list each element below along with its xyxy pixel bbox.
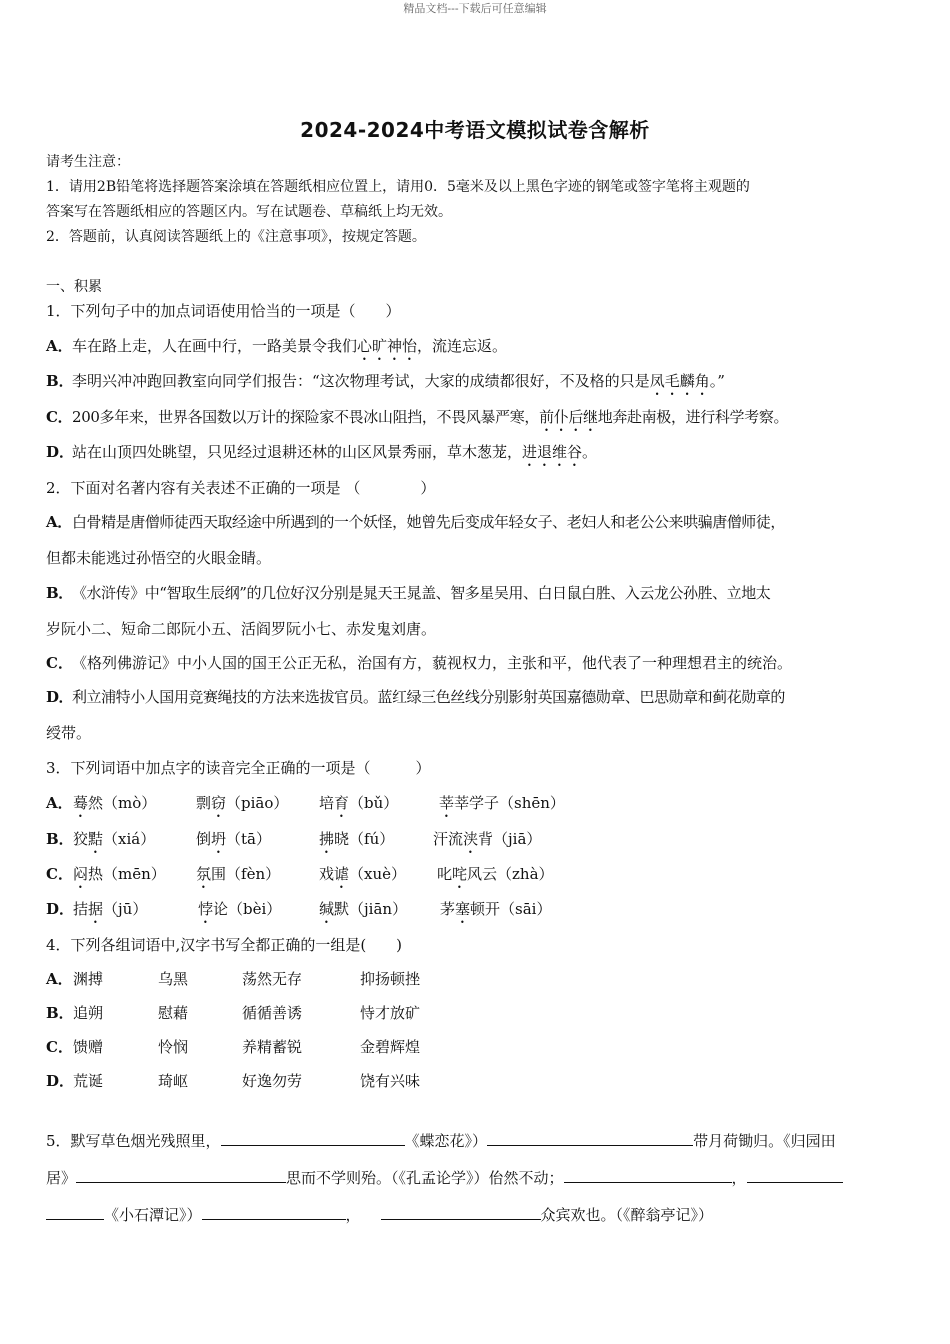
q3-b-item2 (196, 828, 271, 857)
q4-word: 饶有兴味 (360, 1072, 421, 1090)
q3-d-item1 (73, 898, 147, 927)
option-text: 《水浒传》中“智取生辰纲”的几位好汉分别是晁天王晁盖、智多星吴用、白日鼠白胜、入云龙公孙胜、立地太 (72, 584, 771, 602)
dotted-char: 缄 (319, 900, 335, 918)
option-label: D． (46, 1072, 75, 1090)
q3-row-d-label (46, 898, 74, 919)
item-text: 默（jiān） (334, 900, 408, 918)
item-text: 狡 (73, 830, 89, 848)
q4-stem: 4．下列各组词语中,汉字书写全都正确的一组是( ) (46, 936, 403, 954)
page-watermark: 精品文档---下载后可任意编辑 (403, 2, 547, 15)
option-label: C． (46, 865, 73, 883)
option-text: 。 (582, 443, 598, 461)
q5-text: 众宾欢也。（《醉翁亭记》） (540, 1206, 714, 1224)
option-label: D． (46, 900, 75, 918)
option-label: B． (46, 1004, 74, 1022)
q3-c-item2 (196, 863, 280, 892)
q5-line2 (46, 1166, 843, 1188)
q2-option-b-cont: 岁阮小二、短命二郎阮小五、活阎罗阮小七、赤发鬼刘唐。 (46, 620, 437, 638)
q1-option-b (46, 370, 725, 399)
dotted-term: 凤毛麟角 (649, 372, 710, 390)
q2-option-c (46, 652, 792, 673)
answer-blank[interactable] (564, 1166, 732, 1183)
option-label: C． (46, 654, 73, 672)
q5-text: 5．默写草色烟光残照里， (46, 1132, 221, 1150)
dotted-char: 塞 (455, 900, 471, 918)
q4-word: 渊搏 (73, 970, 104, 988)
q4-word: 琦岖 (158, 1072, 189, 1090)
option-text: 车在路上走，人在画中行，一路美景令我们 (72, 337, 358, 355)
q2-option-a-cont: 但都未能逃过孙悟空的火眼金睛。 (46, 549, 272, 567)
q5-text: 《小石潭记》） (104, 1206, 202, 1224)
option-label: A． (46, 337, 73, 355)
q3-row-b-label (46, 828, 74, 849)
dotted-char: 氛 (196, 865, 212, 883)
dotted-term: 心旷神怡 (357, 337, 418, 355)
notice-heading: 请考生注意： (46, 154, 130, 170)
answer-blank[interactable] (487, 1129, 693, 1146)
item-text: 叱 (437, 865, 453, 883)
q2-stem: 2．下面对名著内容有关表述不正确的一项是 （ ） (46, 479, 436, 497)
q3-c-item4 (437, 863, 554, 892)
q3-a-item3 (319, 792, 398, 821)
q3-b-item1 (73, 828, 155, 857)
q4-word: 乌黑 (158, 970, 189, 988)
dotted-char: 窃 (211, 794, 227, 812)
item-text: 拮 (73, 900, 89, 918)
notice-line1: 1．请用2B铅笔将选择题答案涂填在答题纸相应位置上，请用0．5毫米及以上黑色字迹的钢笔或签字笔将主观题的 (46, 179, 750, 195)
item-text: 倒 (196, 830, 212, 848)
dotted-char: 莘 (439, 794, 455, 812)
q4-word: 恃才放矿 (360, 1004, 421, 1022)
q3-c-item3 (319, 863, 406, 892)
q5-text: 居》 (46, 1169, 77, 1187)
q3-d-item4 (440, 898, 551, 927)
q4-row-a (46, 968, 73, 989)
q3-a-item4 (439, 792, 565, 821)
option-label: C． (46, 1038, 73, 1056)
q4-word: 馈赠 (73, 1038, 104, 1056)
q3-c-item1 (73, 863, 166, 892)
q5-text: ， (731, 1169, 747, 1187)
item-text: （xiá） (103, 830, 156, 848)
q5-line3 (46, 1203, 713, 1225)
q1-option-d (46, 441, 597, 470)
item-text: 莘学子（shēn） (454, 794, 565, 812)
option-label: D． (46, 688, 74, 706)
q3-b-item3 (319, 828, 394, 857)
q3-row-c-label (46, 863, 73, 884)
q4-word: 怜悯 (158, 1038, 189, 1056)
q2-option-d-cont: 绶带。 (46, 724, 92, 742)
option-label: D． (46, 443, 75, 461)
section-heading: 一、积累 (46, 279, 102, 295)
answer-blank[interactable] (76, 1166, 286, 1183)
notice-line2: 2．答题前，认真阅读答题纸上的《注意事项》，按规定答题。 (46, 229, 426, 245)
q4-word: 抑扬顿挫 (360, 970, 421, 988)
item-text: （bǔ） (349, 794, 399, 812)
item-text: 顿开（sāi） (470, 900, 552, 918)
q3-a-item2 (196, 792, 288, 821)
q1-stem: 1．下列句子中的加点词语使用恰当的一项是（ ） (46, 302, 401, 320)
option-text: 《格列佛游记》中小人国的国王公正无私，治国有方，藐视权力，主张和平，他代表了一种理想君主的统治。 (72, 654, 793, 672)
item-text: （jū） (103, 900, 148, 918)
q4-word: 金碧辉煌 (360, 1038, 421, 1056)
item-text: 晓（fú） (334, 830, 395, 848)
q2-option-a (46, 511, 785, 532)
q1-option-a (46, 335, 507, 364)
answer-blank[interactable] (747, 1166, 843, 1183)
option-label: B． (46, 372, 74, 390)
dotted-char: 拂 (319, 830, 335, 848)
item-text: （xuè） (349, 865, 407, 883)
dotted-char: 育 (334, 794, 350, 812)
q3-row-a-label (46, 792, 73, 813)
q4-word: 荒诞 (73, 1072, 104, 1090)
q1-option-c (46, 406, 788, 435)
option-text: ，流连忘返。 (417, 337, 508, 355)
dotted-char: 据 (88, 900, 104, 918)
q5-text: ， (345, 1206, 361, 1224)
answer-blank[interactable] (221, 1129, 405, 1146)
dotted-char: 悖 (198, 900, 214, 918)
q4-word: 慰藉 (158, 1004, 189, 1022)
item-text: 戏 (319, 865, 335, 883)
dotted-char: 浃 (463, 830, 479, 848)
option-label: A． (46, 513, 72, 531)
option-label: A． (46, 970, 73, 988)
item-text: 培 (319, 794, 335, 812)
item-text: 背（jiā） (478, 830, 542, 848)
option-text: 利立浦特小人国用竞赛绳技的方法来选拔官员。蓝红绿三色丝线分别影射英国嘉德勋章、巴思勋章和蓟花勋章的 (72, 688, 785, 706)
q2-option-b (46, 582, 770, 603)
answer-blank[interactable] (202, 1203, 346, 1220)
q3-a-item1 (73, 792, 156, 821)
dotted-char: 蓦 (73, 794, 89, 812)
q4-word: 荡然无存 (242, 970, 303, 988)
q3-stem: 3．下列词语中加点字的读音完全正确的一项是（ ） (46, 759, 431, 777)
q3-b-item4 (433, 828, 541, 857)
q3-d-item2 (198, 898, 281, 927)
q3-d-item3 (319, 898, 407, 927)
item-text: 汗流 (433, 830, 464, 848)
item-text: 论（bèi） (213, 900, 282, 918)
item-text: 剽 (196, 794, 212, 812)
option-text: 站在山顶四处眺望，只见经过退耕还林的山区风景秀丽，草木葱茏， (72, 443, 523, 461)
answer-blank[interactable] (381, 1203, 541, 1220)
notice-line1b: 答案写在答题纸相应的答题区内。写在试题卷、草稿纸上均无效。 (46, 204, 452, 220)
item-text: （tā） (226, 830, 272, 848)
q4-row-d (46, 1070, 74, 1091)
item-text: 然（mò） (88, 794, 157, 812)
dotted-char: 谑 (334, 865, 350, 883)
q2-option-d (46, 686, 785, 707)
q4-row-b (46, 1002, 74, 1023)
option-text: 200多年来，世界各国数以万计的探险家不畏冰山阻挡，不畏风暴严寒， (72, 408, 540, 426)
q4-word: 追朔 (73, 1004, 104, 1022)
dotted-char: 黠 (88, 830, 104, 848)
dotted-term: 前仆后继 (539, 408, 598, 426)
dotted-term: 进退维谷 (522, 443, 583, 461)
q5-line1 (46, 1129, 836, 1151)
option-text: 李明兴冲冲跑回教室向同学们报告：“这次物理考试，大家的成绩都很好，不及格的只是 (72, 372, 650, 390)
item-text: 风云（zhà） (467, 865, 554, 883)
dotted-char: 闷 (73, 865, 89, 883)
item-text: （piāo） (226, 794, 289, 812)
option-text: 白骨精是唐僧师徒西天取经途中所遇到的一个妖怪，她曾先后变成年轻女子、老妇人和老公公来哄骗唐僧师徒， (72, 513, 785, 531)
q4-word: 循循善诱 (242, 1004, 303, 1022)
dotted-char: 坍 (211, 830, 227, 848)
answer-blank[interactable] (46, 1203, 104, 1220)
option-text: 。” (709, 372, 725, 390)
option-label: A． (46, 794, 73, 812)
option-label: C． (46, 408, 73, 426)
item-text: 茅 (440, 900, 456, 918)
dotted-char: 咤 (452, 865, 468, 883)
item-text: 围（fèn） (211, 865, 281, 883)
q5-text: 《蝶恋花》） (404, 1132, 488, 1150)
item-text: 热（mēn） (88, 865, 166, 883)
q4-word: 养精蓄锐 (242, 1038, 303, 1056)
q5-text: 思而不学则殆。（《孔孟论学》）佁然不动； (286, 1169, 564, 1187)
q4-row-c (46, 1036, 73, 1057)
option-label: B． (46, 830, 74, 848)
q4-word: 好逸勿劳 (242, 1072, 303, 1090)
option-label: B． (46, 584, 73, 602)
page-title: 2024-2024中考语文模拟试卷含解析 (300, 118, 650, 142)
q5-text: 带月荷锄归。《归园田 (693, 1132, 836, 1150)
option-text: 地奔赴南极，进行科学考察。 (597, 408, 789, 426)
